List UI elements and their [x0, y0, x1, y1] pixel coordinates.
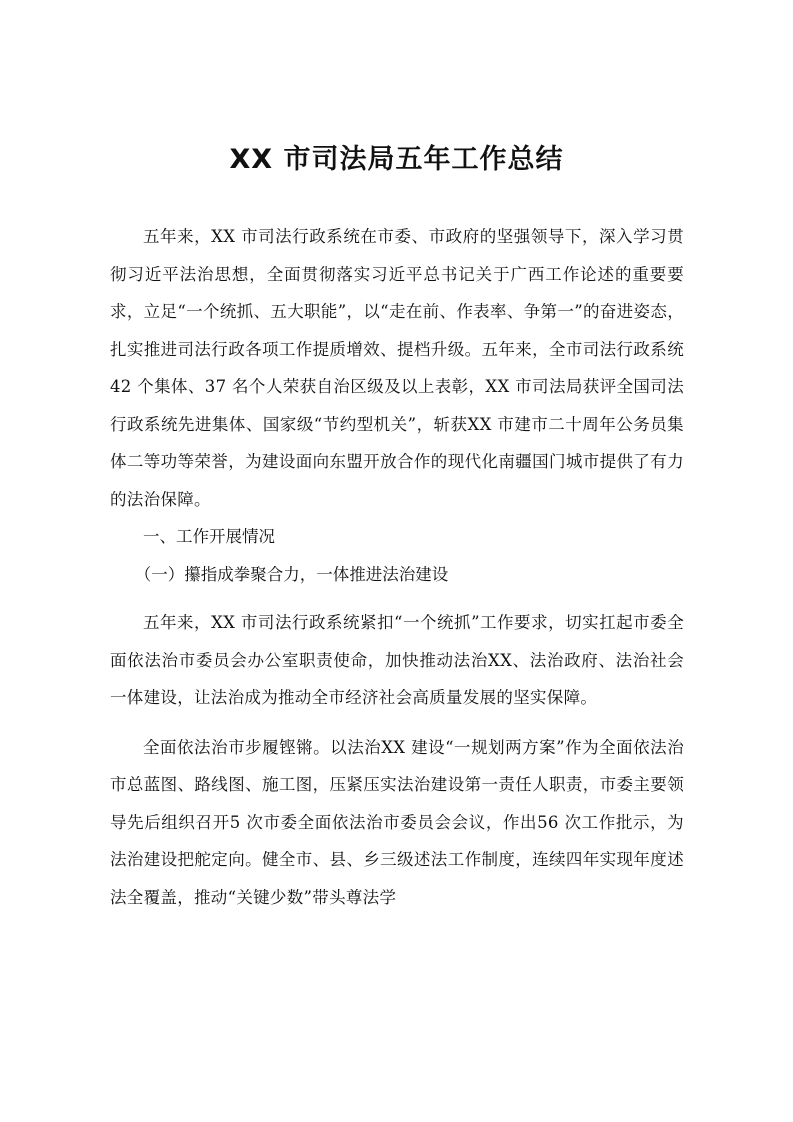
paragraph-city-governance: 全面依法治市步履铿锵。以法治XX 建设“一规划两方案”作为全面依法治市总蓝图、路线图、施工图，压紧压实法治建设第一责任人职责，市委主要领导先后组织召开5 次市委全面依法治市委员会会议，作出56 次工作批示，为法治建设把舵定向。健全市、县、乡三级述法工作制度，连续四年实现年度述法全覆盖，推动“关键少数”带头尊法学: [110, 737, 684, 907]
paragraph-rule-of-law-overview: 五年来，XX 市司法行政系统紧扣“一个统抓”工作要求，切实扛起市委全面依法治市委员会办公室职责使命，加快推动法治XX、法治政府、法治社会一体建设，让法治成为推动全市经济社会高质量发展的坚实保障。: [110, 613, 684, 707]
section-heading-work-status: 一、工作开展情况: [143, 527, 275, 546]
subsection-heading-rule-of-law: （一）攥指成拳聚合力，一体推进法治建设: [134, 564, 449, 584]
document-body: [110, 218, 684, 916]
paragraph-intro: 五年来，XX 市司法行政系统在市委、市政府的坚强领导下，深入学习贯彻习近平法治思想，全面贯彻落实习近平总书记关于广西工作论述的重要要求，立足“一个统抓、五大职能”，以“走在前、作表率、争第一”的奋进姿态，扎实推进司法行政各项工作提质增效、提档升级。五年来，全市司法行政系统42 个集体、37 名个人荣获自治区级及以上表彰，XX 市司法局获评全国司法行政系统先进集体、国家级“节约型机关”，斩获XX 市建市二十周年公务员集体二等功等荣誉，为建设面向东盟开放合作的现代化南疆国门城市提供了有力的法治保障。: [110, 227, 684, 509]
document-title: XX 市司法局五年工作总结: [229, 144, 564, 175]
